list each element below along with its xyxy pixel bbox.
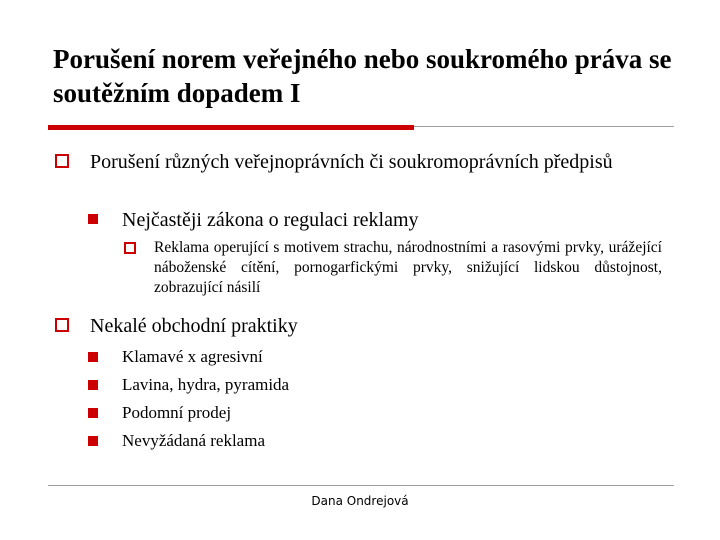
bullet-text: Nejčastěji zákona o regulaci reklamy	[122, 209, 419, 231]
unfair-practices-list	[88, 343, 488, 455]
footer-divider	[48, 485, 674, 486]
footer-author: Dana Ondrejová	[311, 494, 409, 508]
bullet-text: Nekalé obchodní praktiky	[90, 315, 298, 337]
bullet-level1-unfair-practices	[55, 313, 660, 339]
hollow-square-bullet-icon	[55, 154, 69, 168]
list-item-text: Klamavé x agresivní	[122, 347, 263, 366]
bullet-text: Reklama operující s motivem strachu, národnostními a rasovými prvky, urážející náboženské cítění, pornogarfickými prvky, snižující lidskou důstojnost, zobrazující násilí	[154, 239, 662, 296]
list-item-text: Lavina, hydra, pyramida	[122, 375, 290, 394]
filled-square-bullet-icon	[88, 352, 98, 362]
filled-square-bullet-icon	[88, 436, 98, 446]
list-item	[88, 371, 488, 399]
bullet-level2-advertising-law	[88, 207, 658, 233]
list-item	[88, 427, 488, 455]
list-item-text: Nevyžádaná reklama	[122, 431, 265, 450]
bullet-text: Porušení různých veřejnoprávních či soukromoprávních předpisů	[90, 151, 613, 173]
hollow-square-bullet-icon	[124, 242, 136, 254]
list-item	[88, 399, 488, 427]
filled-square-bullet-icon	[88, 380, 98, 390]
hollow-square-bullet-icon	[55, 318, 69, 332]
filled-square-bullet-icon	[88, 214, 98, 224]
bullet-level3-advertising-examples	[124, 238, 662, 298]
title-underline-accent	[48, 125, 414, 130]
title-underline-rule	[414, 126, 674, 127]
bullet-level1-public-law	[55, 149, 660, 175]
filled-square-bullet-icon	[88, 408, 98, 418]
list-item	[88, 343, 488, 371]
list-item-text: Podomní prodej	[122, 403, 232, 422]
slide-title: Porušení norem veřejného nebo soukromého práva se soutěžním dopadem I	[53, 44, 672, 108]
